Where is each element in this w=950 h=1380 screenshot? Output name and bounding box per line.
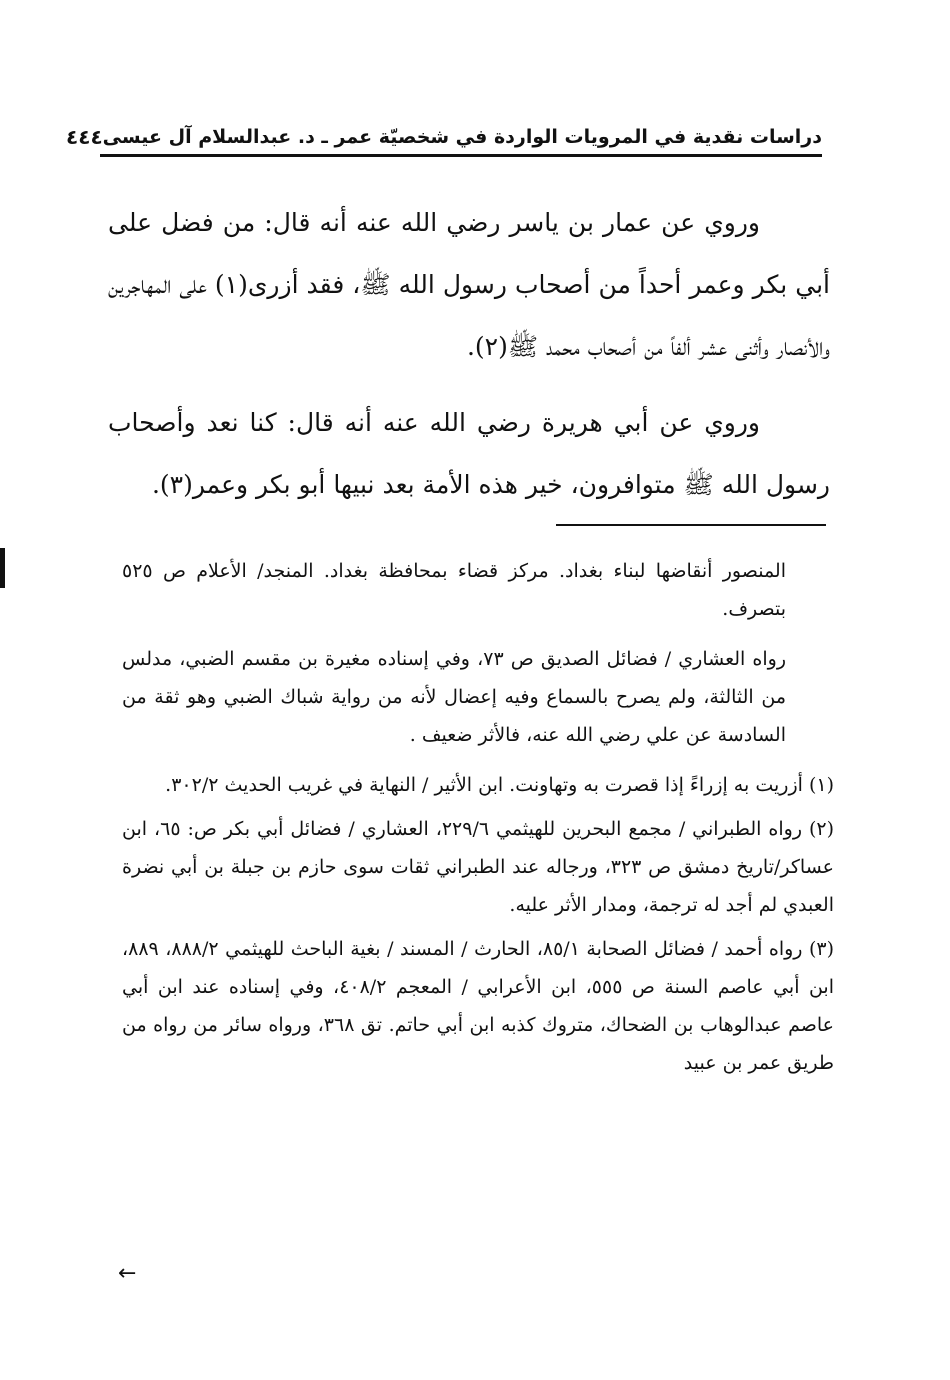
footnote-2: (٢) رواه الطبراني / مجمع البحرين للهيثمي ٢٢٩/٦، العشاري / فضائل أبي بكر ص: ٦٥، ابن عساكر/تاريخ دمشق ص ٣٢٣، ورجاله عند الطبراني ثقات سوى حازم بن جبلة بن أبي نضرة العبدي لم أجد له ترجمة، ومدار الأثر عليه. xyxy=(122,818,834,916)
page-number: ٤٤٤ xyxy=(66,125,103,149)
page-header xyxy=(66,120,822,157)
paragraph-ammar: وروي عن عمار بن ياسر رضي الله عنه أنه قال: من فضل على أبي بكر وعمر أحداً من أصحاب رسول الله ﷺ، فقد أزرى(١) على المهاجرين والأنصار وأثنى عشر ألفاً من أصحاب محمد ﷺ(٢). xyxy=(108,208,830,361)
main-text xyxy=(108,192,830,530)
footnote-1: (١) أزريت به إزراءً إذا قصرت به وتهاونت. ابن الأثير / النهاية في غريب الحديث ٣٠٢/٢. xyxy=(165,774,834,796)
footnote-continuation: المنصور أنقاضها لبناء بغداد. مركز قضاء بمحافظة بغداد. المنجد/ الأعلام ص ٥٢٥ بتصرف. xyxy=(122,560,786,620)
running-title: دراسات نقدية في المرويات الواردة في شخصيّة عمر ـ د. عبدالسلام آل عيسى xyxy=(102,126,822,148)
footnote-continuation: رواه العشاري / فضائل الصديق ص ٧٣، وفي إسناده مغيرة بن مقسم الضبي، مدلس من الثالثة، ولم يصرح بالسماع وفيه إعضال لأنه من رواية شباك الضبي وهو ثقة من السادسة عن علي رضي الله عنه، فالأثر ضعيف . xyxy=(122,648,787,746)
footnote-separator xyxy=(556,524,826,526)
margin-mark xyxy=(0,548,5,588)
footnotes xyxy=(122,552,834,1088)
paragraph-abu-hurayra: وروي عن أبي هريرة رضي الله عنه أنه قال: كنا نعد وأصحاب رسول الله ﷺ متوافرون، خير هذه الأمة بعد نبيها أبو بكر وعمر(٣). xyxy=(108,408,830,499)
footnote-3: (٣) رواه أحمد / فضائل الصحابة ٨٥/١، الحارث / المسند / بغية الباحث للهيثمي ٨٨٨/٢، ٨٨٩، ابن أبي عاصم السنة ص ٥٥٥، ابن الأعرابي / المعجم ٤٠٨/٢، وفي إسناده عند ابن أبي عاصم عبدالوهاب بن الضحاك، متروك كذبه ابن أبي حاتم. تق ٣٦٨، ورواه سائر من رواه من طريق عمر بن عبيد xyxy=(122,938,835,1074)
continue-arrow-icon: ← xyxy=(118,1261,137,1286)
